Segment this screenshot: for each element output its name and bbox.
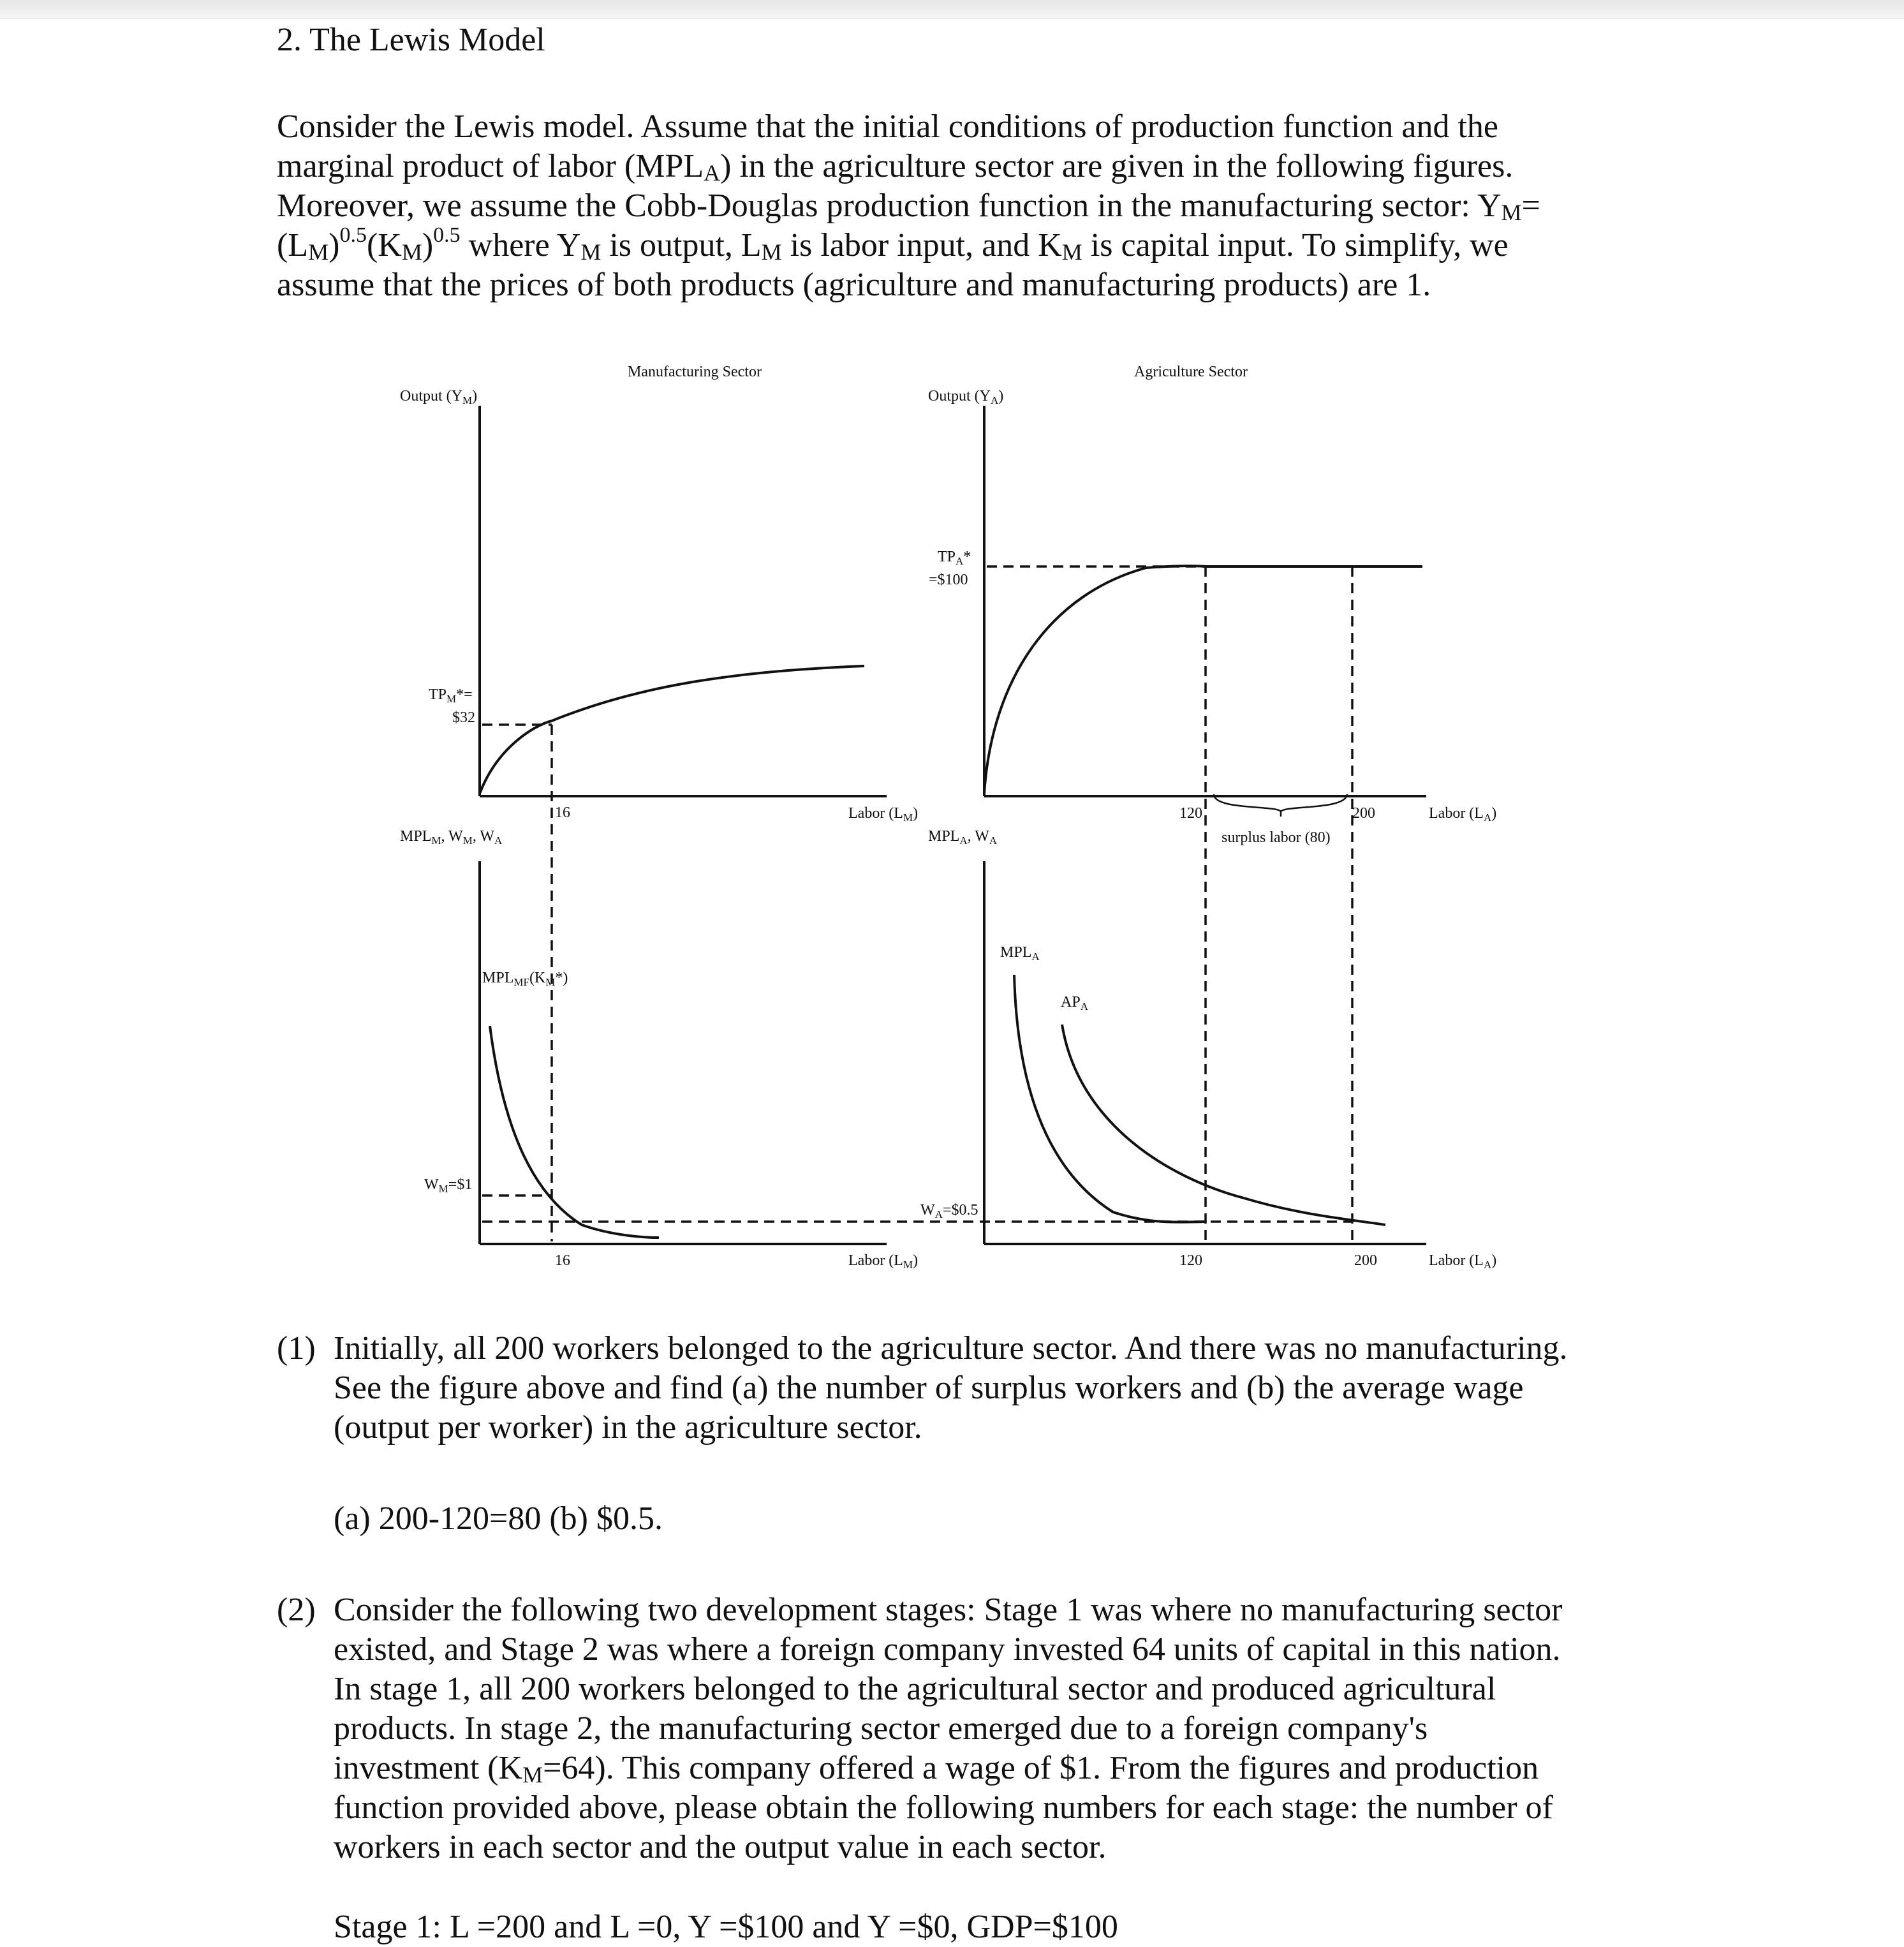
agr-tp-value: =$100 [929, 572, 968, 588]
mfg-top-x-label: Labor $(L_M)$ [848, 805, 919, 824]
intro-line: assume that the prices of both products (agriculture and manufacturing products) are 1. [277, 267, 1431, 303]
agr-top-x-label: Labor $(L_A)$ [1429, 805, 1497, 824]
question-number: (1) [277, 1330, 316, 1366]
curves [480, 566, 1422, 1238]
mfg-tp-value: $32 [452, 709, 475, 726]
question-line: function provided above, please obtain the following numbers for each stage: the number of [334, 1789, 1553, 1826]
question-line: Consider the following two development stages: Stage 1 was where no manufacturing sector [334, 1592, 1563, 1628]
question-line: In stage 1, all 200 workers belonged to the agricultural sector and produced agricultural [334, 1671, 1496, 1707]
agr-mpl-curve-label: $MPL_A$ [1000, 944, 1040, 963]
intro-line: marginal product of labor $(MPL_A)$ in the agriculture sector are given in the following figures. [277, 148, 1514, 186]
mfg-tp-curve [480, 666, 864, 794]
agr-tick-120-bottom: 120 [1179, 1252, 1202, 1269]
intro-line: Moreover, we assume the Cobb-Douglas production function in the manufacturing sector: $Y_M=$ [277, 188, 1540, 225]
dashed-guides [482, 566, 1352, 1241]
mfg-bottom-y-label: $MPL_M$, $W_M$, $W_A$ [400, 828, 503, 847]
question-line: See the figure above and find (a) the number of surplus workers and (b) the average wage [334, 1370, 1524, 1406]
question-2 [277, 1590, 1562, 1867]
mfg-tick-16-bottom: 16 [555, 1252, 570, 1269]
question-line: investment $(K_M=64)$. This company offered a wage of $1. From the figures and production [334, 1750, 1539, 1788]
mfg-tp-label: $TP_M*=$ [429, 686, 473, 705]
intro-line: $(L_M)^{0.5}(K_M)^{0.5}$ where $Y_M$ is output, $L_M$ is labor input, and $K_M$ is capital input. To simplify, we [277, 223, 1509, 265]
agr-title: Agriculture Sector [1134, 364, 1248, 380]
question-line: Initially, all 200 workers belonged to the agriculture sector. And there was no manufacturing. [334, 1330, 1568, 1366]
agr-mpl-curve [1014, 975, 1206, 1222]
mfg-top-y-label: Output $(Y_M)$ [400, 388, 478, 406]
question-line: existed, and Stage 2 was where a foreign company invested 64 units of capital in this nation. [334, 1631, 1561, 1668]
axes [480, 406, 1426, 1244]
answer-1: (a) 200-120=80 (b) $0.5. [334, 1500, 663, 1537]
mfg-bottom-x-label: Labor $(L_M)$ [848, 1252, 919, 1271]
mfg-title: Manufacturing Sector [628, 364, 762, 380]
question-line: products. In stage 2, the manufacturing sector emerged due to a foreign company's [334, 1710, 1428, 1747]
surplus-labor-label: surplus labor (80) [1221, 829, 1331, 846]
agr-tick-120-top: 120 [1179, 805, 1202, 822]
agr-top-y-label: Output $(Y_A)$ [928, 388, 1004, 406]
agr-tp-curve [984, 566, 1422, 794]
mfg-wage-label: $W_M=\$1$ [424, 1176, 473, 1195]
agr-tick-200-top: 200 [1352, 805, 1375, 822]
cutoff-answer-line: Stage 1: L =200 and L =0, Y =$100 and Y =$0, GDP=$100 [334, 1909, 1118, 1945]
mfg-mpl-curve-label: $MPL_{MF}(K_M*)$ [482, 970, 568, 988]
question-line: (output per worker) in the agriculture sector. [334, 1409, 922, 1446]
intro-line: Consider the Lewis model. Assume that the initial conditions of production function and the [277, 108, 1499, 145]
mfg-mpl-curve [490, 1026, 659, 1238]
agr-bottom-x-label: Labor $(L_A)$ [1429, 1252, 1497, 1271]
agr-tick-200-bottom: 200 [1354, 1252, 1377, 1269]
question-number: (2) [277, 1592, 316, 1628]
agr-ap-curve [1062, 1025, 1385, 1225]
agr-wage-label: $W_A=\$0.5$ [920, 1202, 978, 1220]
section-heading: 2. The Lewis Model [277, 22, 545, 58]
question-1 [277, 1329, 1568, 1447]
agr-tp-label: $TP_A*$ [938, 549, 971, 567]
mfg-tick-16-top: 16 [555, 804, 570, 821]
question-line: workers in each sector and the output value in each sector. [334, 1829, 1107, 1865]
agr-bottom-y-label: $MPL_A$, $W_A$ [928, 828, 998, 847]
agr-ap-curve-label: $AP_A$ [1061, 994, 1088, 1012]
